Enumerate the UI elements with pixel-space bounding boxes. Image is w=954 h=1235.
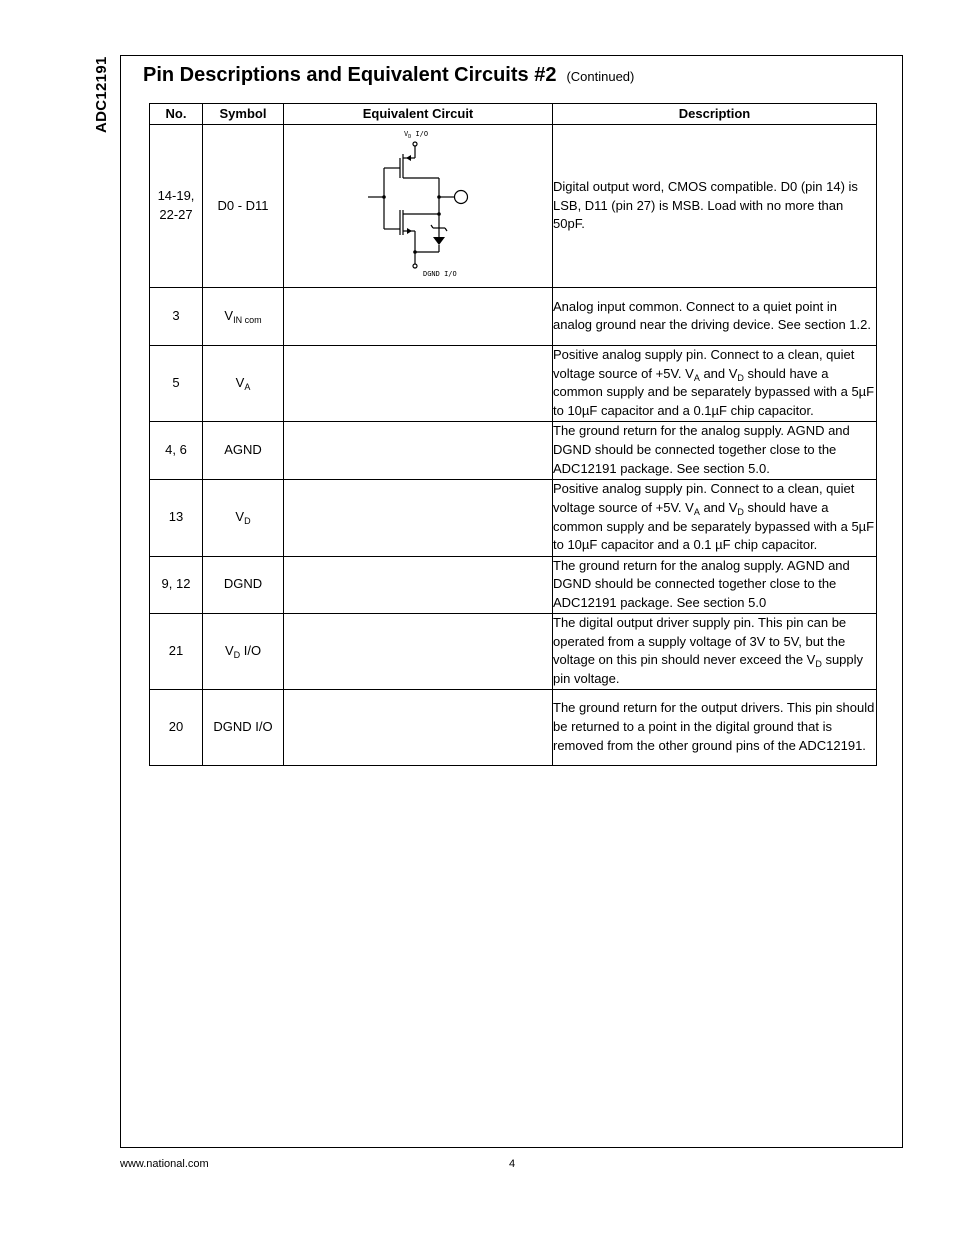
table-row — [150, 479, 877, 556]
pin-symbol: AGND — [203, 421, 284, 479]
pin-symbol: D0 - D11 — [203, 125, 284, 288]
table-row — [150, 556, 877, 613]
pin-symbol: $V_A$ — [203, 345, 284, 421]
footer-website: www.national.com — [120, 1158, 209, 1170]
pin-number: 9, 12 — [150, 556, 203, 613]
equivalent-circuit-empty — [284, 479, 553, 556]
pin-number: 5 — [150, 345, 203, 421]
pin-symbol: DGND I/O — [203, 689, 284, 765]
pin-number: 4, 6 — [150, 421, 203, 479]
side-part-number — [89, 55, 117, 135]
pin-number: 3 — [150, 287, 203, 345]
pin-number: 13 — [150, 479, 203, 556]
pin-description-table — [149, 103, 877, 766]
pin-description: The ground return for the analog supply. AGND and DGND should be connected together close to the ADC12191 package. See section 5.0 — [553, 556, 877, 613]
table-header-row — [150, 104, 877, 125]
header-symbol: Symbol — [203, 104, 284, 125]
pin-description: Positive analog supply pin. Connect to a clean, quiet voltage source of +5V. $V_A$ and $V_D$ should have a common supply and be separately bypassed with a 5µF to 10µF capacitor and a 0.1 µF chip capacitor. — [553, 479, 877, 556]
equivalent-circuit-empty — [284, 345, 553, 421]
header-no: No. — [150, 104, 203, 125]
equivalent-circuit — [284, 125, 553, 288]
equivalent-circuit-empty — [284, 421, 553, 479]
circuit-top-label-main: V — [404, 130, 409, 138]
svg-text:VD I/O: $V_D$ I/O — [404, 130, 429, 140]
table-row — [150, 345, 877, 421]
header-description: Description — [553, 104, 877, 125]
pin-number: 14-19, 22-27 — [150, 125, 203, 288]
page-title — [143, 64, 634, 87]
footer-page-number: 4 — [509, 1158, 516, 1170]
pin-number: 20 — [150, 689, 203, 765]
pin-symbol: $V_{IN com}$ — [203, 287, 284, 345]
pin-description: Positive analog supply pin. Connect to a clean, quiet voltage source of +5V. $V_A$ and $V_D$ should have a common supply and be separately bypassed with a 5µF to 10µF capacitor and a 0.1µF chip capacitor. — [553, 345, 877, 421]
pin-description: The ground return for the output drivers. This pin should be returned to a point in the digital ground that is removed from the other ground pins of the ADC12191. — [553, 689, 877, 765]
table-row — [150, 613, 877, 689]
table-row — [150, 421, 877, 479]
output-driver-schematic — [284, 125, 552, 281]
header-equivalent-circuit: Equivalent Circuit — [284, 104, 553, 125]
equivalent-circuit-empty — [284, 689, 553, 765]
pin-symbol: DGND — [203, 556, 284, 613]
title-text: Pin Descriptions and Equivalent Circuits #2 — [143, 64, 557, 86]
table-row — [150, 125, 877, 288]
table-row — [150, 689, 877, 765]
equivalent-circuit-empty — [284, 556, 553, 613]
equivalent-circuit-empty — [284, 613, 553, 689]
pin-description: Digital output word, CMOS compatible. D0 (pin 14) is LSB, D11 (pin 27) is MSB. Load with no more than 50pF. — [553, 125, 877, 288]
table-row — [150, 287, 877, 345]
part-number-text: ADC12191 — [93, 56, 110, 133]
pin-description: Analog input common. Connect to a quiet point in analog ground near the driving device. See section 1.2. — [553, 287, 877, 345]
title-continued-note: (Continued) — [566, 69, 635, 84]
pin-symbol: $V_D$ I/O — [203, 613, 284, 689]
pin-description: The digital output driver supply pin. This pin can be operated from a supply voltage of 3V to 5V, but the voltage on this pin should never exceed the $V_D$ supply pin voltage. — [553, 613, 877, 689]
pin-description: The ground return for the analog supply. AGND and DGND should be connected together close to the ADC12191 package. See section 5.0. — [553, 421, 877, 479]
pin-number: 21 — [150, 613, 203, 689]
equivalent-circuit-empty — [284, 287, 553, 345]
circuit-bottom-label: DGND I/O — [423, 270, 457, 278]
pin-symbol: $V_D$ — [203, 479, 284, 556]
